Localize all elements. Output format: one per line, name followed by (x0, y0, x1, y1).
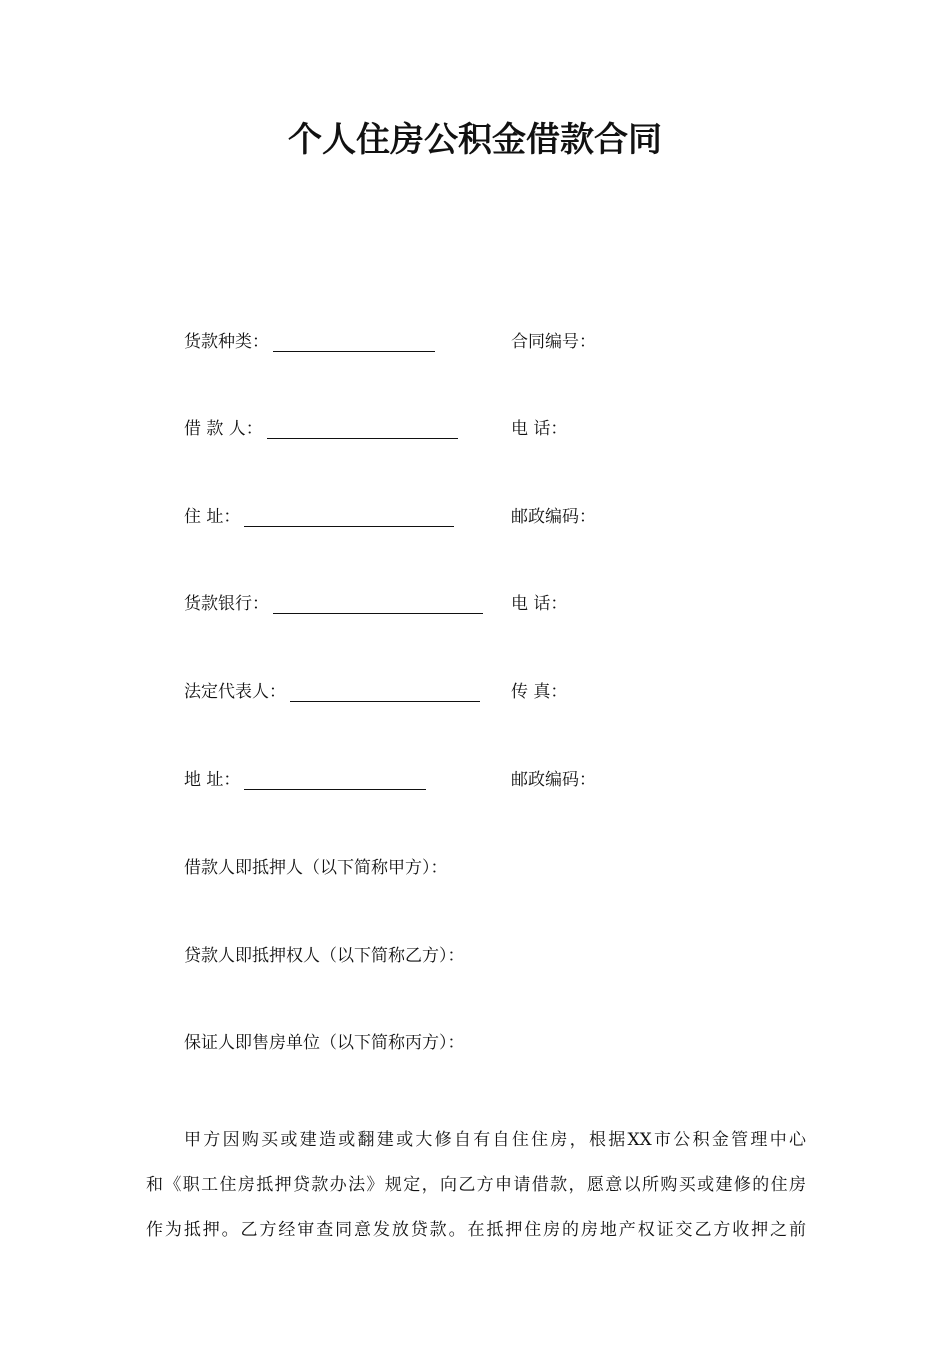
contract-number-label: 合同编号： (511, 332, 596, 352)
contract-body-paragraph (146, 1118, 806, 1253)
bank-phone-label: 电 话： (511, 594, 568, 614)
form-row-borrower (184, 417, 458, 441)
document-title: 个人住房公积金借款合同 (288, 120, 662, 160)
party-c-line: 保证人即售房单位（以下简称丙方）： (184, 1033, 465, 1053)
borrower-phone-label: 电 话： (511, 419, 568, 439)
loan-bank-label: 货款银行： (184, 594, 269, 614)
loan-type-label: 货款种类： (184, 332, 269, 352)
form-row-loan-type (184, 330, 435, 354)
bank-postcode-label: 邮政编码： (511, 770, 596, 790)
paragraph-line: 甲方因购买或建造或翻建或大修自有自住住房，根据XX市公积金管理中心 (184, 1130, 806, 1150)
loan-type-field[interactable] (273, 333, 435, 352)
party-b-line: 贷款人即抵押权人（以下简称乙方）： (184, 946, 465, 966)
borrower-field[interactable] (267, 420, 458, 439)
loan-bank-field[interactable] (273, 595, 483, 614)
form-row-legal-rep (184, 680, 480, 704)
paragraph-line: 作为抵押。乙方经审查同意发放贷款。在抵押住房的房地产权证交乙方收押之前 (146, 1220, 806, 1240)
form-row-bank-address (184, 768, 426, 792)
form-row-loan-bank (184, 592, 483, 616)
form-row-address (184, 505, 454, 529)
bank-address-field[interactable] (244, 771, 426, 790)
address-postcode-label: 邮政编码： (511, 507, 596, 527)
bank-address-label: 地 址： (184, 770, 241, 790)
borrower-label: 借 款 人： (184, 419, 263, 439)
legal-rep-field[interactable] (290, 683, 480, 702)
address-field[interactable] (244, 508, 454, 527)
address-label: 住 址： (184, 507, 241, 527)
paragraph-line: 和《职工住房抵押贷款办法》规定，向乙方申请借款，愿意以所购买或建修的住房 (146, 1175, 806, 1195)
legal-rep-label: 法定代表人： (184, 682, 286, 702)
fax-label: 传 真： (511, 682, 568, 702)
party-a-line: 借款人即抵押人（以下简称甲方）： (184, 858, 448, 878)
